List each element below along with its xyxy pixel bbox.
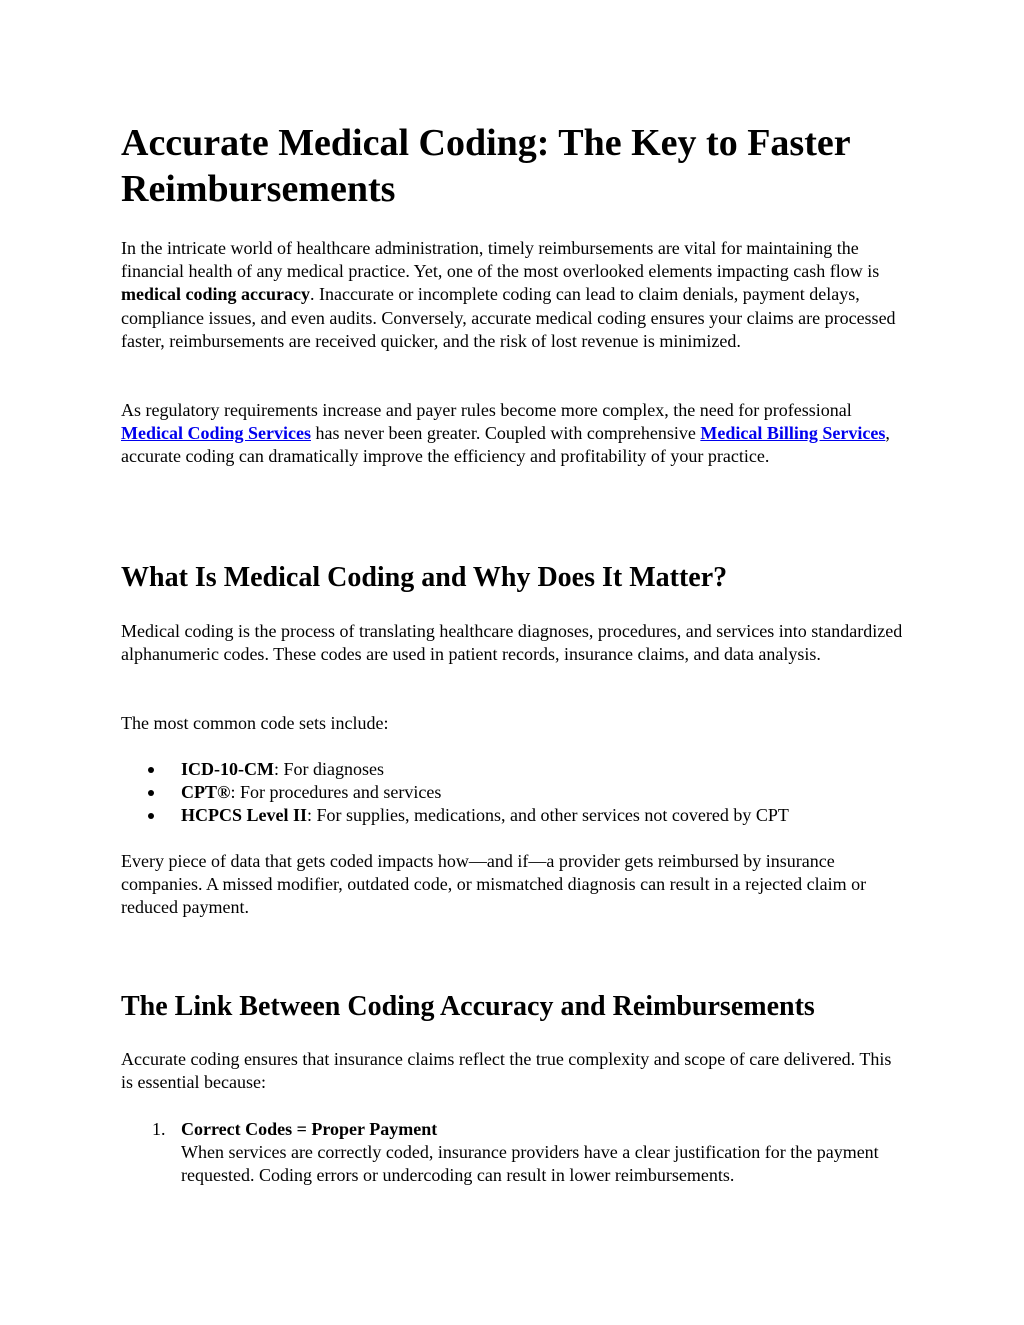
intro2-text-end: , accurate coding can dramatically improve the efficiency and profitability of your practice. [121,423,890,467]
reasons-list [121,1118,906,1188]
medical-coding-services-link[interactable]: Medical Coding Services [121,423,311,444]
bullet-icon [148,790,154,796]
section1-paragraph-3: Every piece of data that gets coded impacts how—and if—a provider gets reimbursed by insurance companies. A missed modifier, outdated code, or mismatched diagnosis can result in a rejected claim or reduced payment. [121,851,867,918]
intro-text-end: . Inaccurate or incomplete coding can lead to claim denials, payment delays, compliance issues, and even audits. Conversely, accurate medical coding ensures your claims are processed faster, reimbursements are received quicker, and the risk of lost revenue is minimized. [121,284,896,351]
code-set-description: : For supplies, medications, and other services not covered by CPT [307,805,789,826]
code-set-term: ICD-10-CM [181,759,274,779]
section2-paragraph-1: Accurate coding ensures that insurance claims reflect the true complexity and scope of care delivered. This is essential because: [121,1049,892,1093]
code-set-term: HCPCS Level II [181,805,307,826]
intro-emphasis: medical coding accuracy [121,284,310,305]
intro2-text-middle: has never been greater. Coupled with comprehensive [310,423,701,444]
list-item [121,781,789,804]
intro2-text-start: As regulatory requirements increase and payer rules become more complex, the need for professional [121,400,852,420]
intro-paragraph-2 [121,399,906,469]
list-item [121,758,789,781]
list-item [121,1118,906,1188]
intro-paragraph-1 [121,237,906,353]
bullet-icon [148,767,154,773]
intro-text-start: In the intricate world of healthcare administration, timely reimbursements are vital for maintaining the financial health of any medical practice. Yet, one of the most overlooked elements impacting cash flow is [121,238,880,282]
item-body: When services are correctly coded, insurance providers have a clear justification for the payment requested. Coding errors or undercoding can result in lower reimbursements. [181,1142,879,1186]
item-number: 1. [152,1119,166,1139]
code-sets-list [121,758,789,828]
medical-billing-services-link[interactable]: Medical Billing Services [700,423,886,444]
item-title: Correct Codes = Proper Payment [181,1119,438,1139]
code-set-term: CPT® [181,782,231,803]
section-heading-what-is-coding: What Is Medical Coding and Why Does It Matter? [121,562,728,593]
bullet-icon [148,813,154,819]
code-set-description: : For diagnoses [273,759,384,779]
section-heading-link-accuracy: The Link Between Coding Accuracy and Reimbursements [121,991,815,1022]
code-set-description: : For procedures and services [230,782,442,803]
section1-paragraph-1: Medical coding is the process of translating healthcare diagnoses, procedures, and services into standardized alphanumeric codes. These codes are used in patient records, insurance claims, and data analysis. [121,621,903,665]
list-item [121,804,789,827]
section1-paragraph-2: The most common code sets include: [121,713,389,733]
page-title: Accurate Medical Coding: The Key to Faster Reimbursements [121,122,850,210]
